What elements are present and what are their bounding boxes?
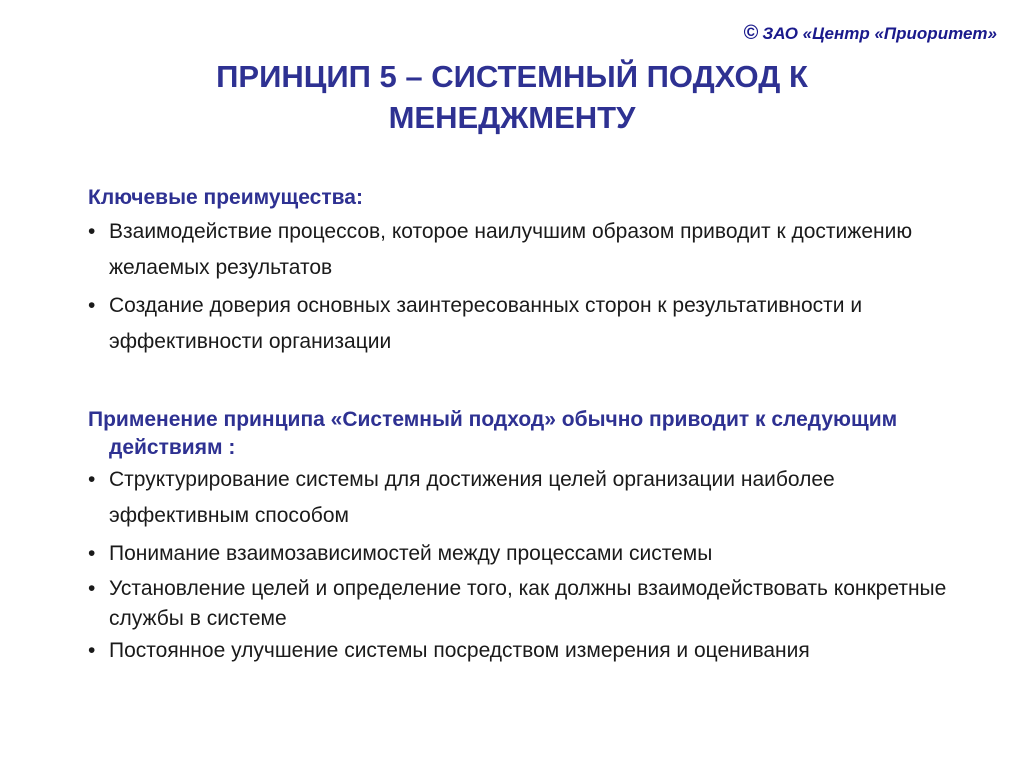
benefit-item-text: Создание доверия основных заинтересованных сторон к результативности и эффективности организации: [109, 294, 863, 353]
bullet-marker: •: [88, 577, 96, 600]
bullet-marker: •: [88, 542, 96, 565]
slide-content: [88, 184, 968, 668]
application-item-1: [88, 462, 968, 534]
application-item-text: Постоянное улучшение системы посредством измерения и оценивания: [109, 639, 810, 662]
application-item-4: [88, 636, 968, 666]
bullet-marker: •: [88, 468, 96, 491]
copyright-notice: [744, 22, 997, 45]
application-list: [88, 462, 968, 572]
benefit-item-2: [88, 288, 968, 360]
application-heading: Применение принципа «Системный подход» обычно приводит к следующим действиям :: [88, 408, 898, 459]
application-item-2: [88, 536, 968, 572]
copyright-text: ЗАО «Центр «Приоритет»: [762, 24, 997, 43]
benefit-item-text: Взаимодействие процессов, которое наилучшим образом приводит к достижению желаемых результатов: [109, 220, 913, 279]
benefits-heading: Ключевые преимущества:: [88, 186, 363, 209]
application-item-text: Понимание взаимозависимостей между процессами системы: [109, 542, 713, 565]
application-list-continued: [88, 574, 968, 666]
benefit-item-1: [88, 214, 968, 286]
slide-title: [0, 56, 1024, 138]
application-item-3: [88, 574, 968, 634]
slide-title-line-2: МЕНЕДЖМЕНТУ: [388, 100, 636, 135]
application-item-text: Установление целей и определение того, как должны взаимодействовать конкретные службы в системе: [109, 577, 947, 630]
copyright-symbol: ©: [743, 22, 759, 44]
bullet-marker: •: [88, 294, 96, 317]
bullet-marker: •: [88, 220, 96, 243]
benefits-list: [88, 214, 968, 360]
application-item-text: Структурирование системы для достижения целей организации наиболее эффективным способом: [109, 468, 835, 527]
bullet-marker: •: [88, 639, 96, 662]
slide-title-line-1: ПРИНЦИП 5 – СИСТЕМНЫЙ ПОДХОД К: [216, 59, 808, 94]
